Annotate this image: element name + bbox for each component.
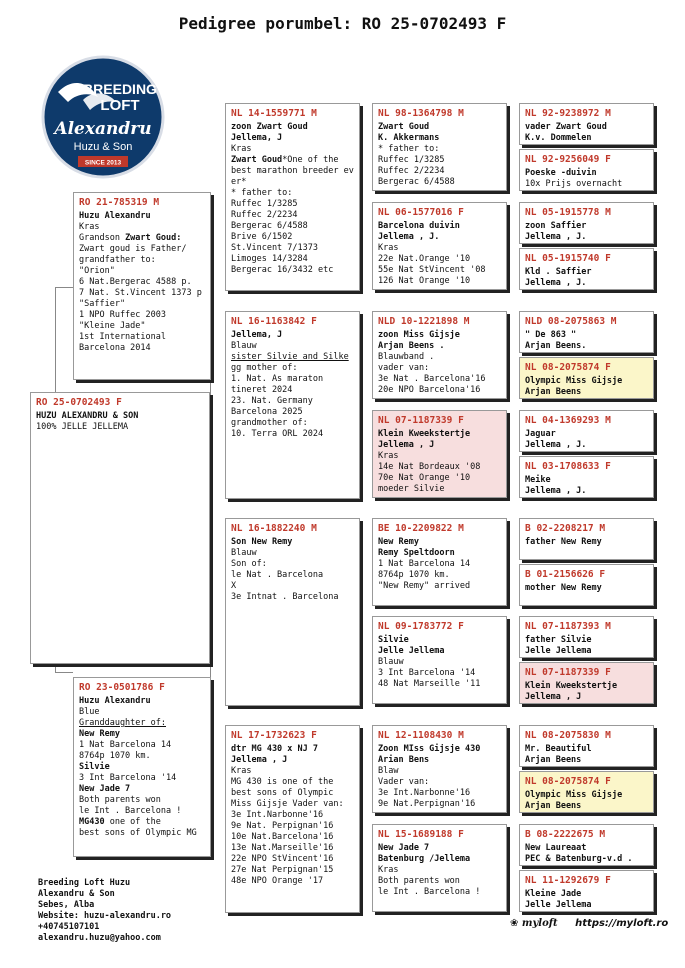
card-line: Jellema , J. xyxy=(525,278,587,288)
card-line: Son New Remy xyxy=(231,537,293,547)
card-line: New Remy xyxy=(378,537,419,547)
card-line: er* xyxy=(231,177,247,187)
card-line: zoon Saffier xyxy=(525,221,587,231)
card-line: 9e Nat.Perpignan'16 xyxy=(378,799,476,809)
card-line: 22e NPO StVincent'16 xyxy=(231,854,334,864)
card-line: Olympic Miss Gijsje xyxy=(525,790,623,800)
card-line: Miss Gijsje Vader van: xyxy=(231,799,344,809)
card-line: Ruffec 1/3285 xyxy=(378,155,445,165)
card-line: Jelle Jellema xyxy=(525,900,592,910)
pedigree-card-gen4 xyxy=(519,357,654,399)
pedigree-card-gen2 xyxy=(225,518,360,706)
card-line: 3 Int Barcelona '14 xyxy=(79,773,177,783)
logo-text-alexandru: Alexandru xyxy=(54,119,152,139)
ring-number: NLD 08-2075863 M xyxy=(525,316,617,327)
card-line: Meike xyxy=(525,475,551,485)
card-line: Huzu Alexandru xyxy=(79,211,151,221)
card-line: 3e Nat . Barcelona'16 xyxy=(378,374,486,384)
card-line: Blauw xyxy=(231,341,257,351)
card-line: Granddaughter of: xyxy=(79,718,166,728)
card-line: Blaw xyxy=(378,766,399,776)
card-line: vader Zwart Goud xyxy=(525,122,607,132)
card-line: "Saffier" xyxy=(79,299,126,309)
card-line: one of the xyxy=(104,817,161,827)
card-line: best marathon breeder ev xyxy=(231,166,354,176)
card-line: Arjan Beens xyxy=(525,387,582,397)
pedigree-card-gen3 xyxy=(372,824,507,912)
connector-line xyxy=(55,287,73,288)
card-line: Bergerac 16/3432 etc xyxy=(231,265,334,275)
card-line: 126 Nat Orange '10 xyxy=(378,276,471,286)
card-line: gg mother of: xyxy=(231,363,298,373)
dove-icon: ❀ xyxy=(510,918,519,929)
card-line-bold: Zwart Goud: xyxy=(125,233,182,243)
card-line: New Jade 7 xyxy=(378,843,430,853)
card-line: Blauwband . xyxy=(378,352,435,362)
card-line: Kras xyxy=(378,243,399,253)
ring-number: NL 92-9238972 M xyxy=(525,108,611,119)
pedigree-card-gen3 xyxy=(372,410,507,498)
card-line: Jellema , J. xyxy=(525,440,587,450)
card-line: New Laureaat xyxy=(525,843,587,853)
logo-text-loft: LOFT xyxy=(100,97,140,114)
card-line: Jellema , J xyxy=(378,440,435,450)
footer-line: Breeding Loft Huzu xyxy=(38,878,131,888)
card-line: 20e NPO Barcelona'16 xyxy=(378,385,481,395)
card-line: *One of the xyxy=(282,155,339,165)
card-line: Arjan Beens xyxy=(525,755,582,765)
card-line-bold: Zwart Goud xyxy=(231,155,283,165)
card-line: "New Remy" arrived xyxy=(378,581,471,591)
ring-number: NL 05-1915740 F xyxy=(525,253,611,264)
card-line: Kld . Saffier xyxy=(525,267,592,277)
card-line: father Silvie xyxy=(525,635,592,645)
card-line: St.Vincent 7/1373 xyxy=(231,243,318,253)
pedigree-card-gen4 xyxy=(519,564,654,606)
pedigree-card-gen4 xyxy=(519,456,654,498)
card-line: Jellema , J. xyxy=(378,232,440,242)
card-line: 13e Nat.Marseille'16 xyxy=(231,843,334,853)
card-line: sister Silvie and Silke xyxy=(231,352,349,362)
card-line: 6 Nat.Bergerac 4588 p. xyxy=(79,277,192,287)
breeding-loft-logo xyxy=(28,52,178,182)
card-line: Silvie xyxy=(79,762,110,772)
card-line: le Int . Barcelona ! xyxy=(79,806,182,816)
ring-number: RO 21-785319 M xyxy=(79,197,160,208)
card-line: Jelle Jellema xyxy=(525,646,592,656)
ring-number: B 01-2156626 F xyxy=(525,569,606,580)
card-line: New Remy xyxy=(79,729,120,739)
pedigree-card-gen4 xyxy=(519,410,654,452)
card-line: K. Akkermans xyxy=(378,133,440,143)
card-line: 8764p 1070 km. xyxy=(79,751,151,761)
card-line: Bergerac 6/4588 xyxy=(378,177,455,187)
card-line: Kras xyxy=(378,451,399,461)
ring-number: NL 98-1364798 M xyxy=(378,108,464,119)
pedigree-card-gen4 xyxy=(519,725,654,767)
card-line: grandfather to: xyxy=(79,255,156,265)
card-line: "Orion" xyxy=(79,266,115,276)
card-line: HUZU ALEXANDRU & SON xyxy=(36,411,139,421)
card-line: 8764p 1070 km. xyxy=(378,570,450,580)
card-line: Silvie xyxy=(378,635,409,645)
pedigree-card-gen4 xyxy=(519,616,654,658)
card-line: best sons of Olympic MG xyxy=(79,828,197,838)
card-line: Ruffec 1/3285 xyxy=(231,199,298,209)
ring-number: NL 11-1292679 F xyxy=(525,875,611,886)
ring-number: NL 03-1708633 F xyxy=(525,461,611,472)
ring-number: NL 08-2075874 F xyxy=(525,776,611,787)
card-line: Zoon MIss Gijsje 430 xyxy=(378,744,481,754)
logo-text-huzu: Huzu & Son xyxy=(73,141,133,153)
ring-number: NL 12-1108430 M xyxy=(378,730,464,741)
page-title: Pedigree porumbel: RO 25-0702493 F xyxy=(178,14,507,33)
card-line: 3e Intnat . Barcelona xyxy=(231,592,339,602)
pedigree-card-gen4 xyxy=(519,824,654,866)
pedigree-card-gen3 xyxy=(372,202,507,290)
card-line: K.v. Dommelen xyxy=(525,133,592,143)
card-line: Batenburg /Jellema xyxy=(378,854,471,864)
ring-number: NL 08-2075874 F xyxy=(525,362,611,373)
card-line: Jellema , J xyxy=(231,755,288,765)
card-line: 10e Nat.Barcelona'16 xyxy=(231,832,334,842)
card-line: 10x Prijs overnacht xyxy=(525,179,623,189)
card-line: 9e Nat. Perpignan'16 xyxy=(231,821,334,831)
ring-number: B 02-2208217 M xyxy=(525,523,606,534)
card-line: Poeske -duivin xyxy=(525,168,597,178)
card-line: zoon Zwart Goud xyxy=(231,122,308,132)
card-line: Jellema , J xyxy=(525,692,582,702)
card-line: " De 863 " xyxy=(525,330,577,340)
card-line: Kras xyxy=(231,144,252,154)
ring-number: NL 92-9256049 F xyxy=(525,154,611,165)
card-line: Son of: xyxy=(231,559,267,569)
pedigree-card-gen3 xyxy=(372,616,507,704)
card-line: 27e Nat Perpignan'15 xyxy=(231,865,334,875)
card-line: le Int . Barcelona ! xyxy=(378,887,481,897)
card-line: dtr MG 430 x NJ 7 xyxy=(231,744,318,754)
myloft-logo-text: myloft xyxy=(521,918,558,929)
card-line: 48e NPO Orange '17 xyxy=(231,876,324,886)
card-line: Jellema , J. xyxy=(525,232,587,242)
pedigree-card-gen3 xyxy=(372,725,507,813)
card-line: Olympic Miss Gijsje xyxy=(525,376,623,386)
card-line: Blauw xyxy=(231,548,257,558)
pedigree-card-sire xyxy=(73,192,211,380)
card-line: 70e Nat Orange '10 xyxy=(378,473,471,483)
card-line: MG 430 is one of the xyxy=(231,777,334,787)
card-line: Klein Kweekstertje xyxy=(378,429,471,439)
card-line: zoon Miss Gijsje xyxy=(378,330,460,340)
card-line: 14e Nat Bordeaux '08 xyxy=(378,462,481,472)
card-line: Blue xyxy=(79,707,100,717)
ring-number: RO 23-0501786 F xyxy=(79,682,165,693)
pedigree-card-gen2 xyxy=(225,725,360,913)
card-line: 7 Nat. St.Vincent 1373 p xyxy=(79,288,202,298)
card-line: le Nat . Barcelona xyxy=(231,570,324,580)
pedigree-card-gen2 xyxy=(225,311,360,499)
card-line: Remy Speltdoorn xyxy=(378,548,455,558)
card-line: PEC & Batenburg-v.d . xyxy=(525,854,633,864)
card-line: grandmother of: xyxy=(231,418,308,428)
pedigree-card-gen4 xyxy=(519,518,654,560)
pedigree-card-gen4 xyxy=(519,662,654,704)
pedigree-card-gen2 xyxy=(225,103,360,291)
card-line: Bergerac 6/4588 xyxy=(231,221,308,231)
card-line: 10. Terra ORL 2024 xyxy=(231,429,324,439)
footer-line: Alexandru & Son xyxy=(38,889,115,899)
pedigree-card-gen4 xyxy=(519,311,654,353)
myloft-brand xyxy=(510,918,668,929)
ring-number: B 08-2222675 M xyxy=(525,829,606,840)
pedigree-card-gen3 xyxy=(372,311,507,399)
card-line: Kras xyxy=(378,865,399,875)
card-line: Arian Bens xyxy=(378,755,430,765)
card-line: Huzu Alexandru xyxy=(79,696,151,706)
card-line: 1. Nat. As maraton xyxy=(231,374,324,384)
card-line: Kleine Jade xyxy=(525,889,582,899)
pedigree-card-subject xyxy=(30,392,210,664)
card-line: Barcelona 2014 xyxy=(79,343,151,353)
card-line: tineret 2024 xyxy=(231,385,293,395)
pedigree-card-dam xyxy=(73,677,211,857)
ring-number: RO 25-0702493 F xyxy=(36,397,122,408)
card-line: * father to: xyxy=(378,144,440,154)
card-line: 55e Nat StVincent '08 xyxy=(378,265,486,275)
pedigree-card-gen4 xyxy=(519,248,654,290)
footer-line: Sebes, Alba xyxy=(38,900,95,910)
card-line: Barcelona 2025 xyxy=(231,407,303,417)
footer-email[interactable]: alexandru.huzu@yahoo.com xyxy=(38,933,161,943)
card-line: Klein Kweekstertje xyxy=(525,681,618,691)
card-line: 23. Nat. Germany xyxy=(231,396,313,406)
footer-website[interactable]: Website: huzu-alexandru.ro xyxy=(38,911,172,921)
card-line: best sons of Olympic xyxy=(231,788,334,798)
logo-text-since: SINCE 2013 xyxy=(84,159,122,167)
card-line: * father to: xyxy=(231,188,293,198)
ring-number: NL 07-1187393 M xyxy=(525,621,611,632)
card-line: Ruffec 2/2234 xyxy=(378,166,445,176)
card-line: Zwart goud is Father/ xyxy=(79,244,187,254)
card-line: 1 NPO Ruffec 2003 xyxy=(79,310,166,320)
card-line: Barcelona duivin xyxy=(378,221,460,231)
card-line: New Jade 7 xyxy=(79,784,131,794)
card-line: Kras xyxy=(79,222,100,232)
ring-number: NL 07-1187339 F xyxy=(525,667,611,678)
ring-number: NL 17-1732623 F xyxy=(231,730,317,741)
card-line: Brive 6/1502 xyxy=(231,232,293,242)
card-line: vader van: xyxy=(378,363,430,373)
ring-number: NL 14-1559771 M xyxy=(231,108,317,119)
ring-number: NL 16-1163842 F xyxy=(231,316,317,327)
card-line: Arjan Beens . xyxy=(378,341,445,351)
ring-number: BE 10-2209822 M xyxy=(378,523,464,534)
card-line: Grandson xyxy=(79,233,126,243)
pedigree-card-gen4 xyxy=(519,103,654,145)
card-line: Jellema, J xyxy=(231,133,283,143)
ring-number: NL 15-1689188 F xyxy=(378,829,464,840)
connector-line xyxy=(55,672,73,673)
ring-number: NL 07-1187339 F xyxy=(378,415,464,426)
logo-text-breeding: BREEDING xyxy=(83,81,157,97)
card-line: Both parents won xyxy=(79,795,161,805)
card-line: Jelle Jellema xyxy=(378,646,445,656)
pedigree-card-gen4 xyxy=(519,202,654,244)
card-line: Jellema, J xyxy=(231,330,283,340)
card-line: Arjan Beens. xyxy=(525,341,587,351)
card-line: Mr. Beautiful xyxy=(525,744,592,754)
ring-number: NL 08-2075830 M xyxy=(525,730,611,741)
card-line: Jaguar xyxy=(525,429,556,439)
card-line: 3e Int.Narbonne'16 xyxy=(231,810,324,820)
pedigree-card-gen4 xyxy=(519,771,654,813)
card-line: Blauw xyxy=(378,657,404,667)
pedigree-card-gen4 xyxy=(519,149,654,191)
myloft-link[interactable]: https://myloft.ro xyxy=(575,918,669,929)
card-line: 1st International xyxy=(79,332,166,342)
ring-number: NL 04-1369293 M xyxy=(525,415,611,426)
card-line: father New Remy xyxy=(525,537,602,547)
footer-phone: +40745107101 xyxy=(38,922,100,932)
card-line: 1 Nat Barcelona 14 xyxy=(79,740,172,750)
ring-number: NL 16-1882240 M xyxy=(231,523,317,534)
connector-line xyxy=(55,287,56,393)
card-line: 1 Nat Barcelona 14 xyxy=(378,559,471,569)
card-line: 3e Int.Narbonne'16 xyxy=(378,788,471,798)
card-line: Jellema , J. xyxy=(525,486,587,496)
ring-number: NL 06-1577016 F xyxy=(378,207,464,218)
card-line: Zwart Goud xyxy=(378,122,430,132)
card-line: mother New Remy xyxy=(525,583,602,593)
pedigree-card-gen3 xyxy=(372,103,507,191)
card-line: "Kleine Jade" xyxy=(79,321,146,331)
card-line: 22e Nat.Orange '10 xyxy=(378,254,471,264)
pedigree-card-gen3 xyxy=(372,518,507,606)
ring-number: NL 05-1915778 M xyxy=(525,207,611,218)
card-line: Both parents won xyxy=(378,876,460,886)
card-line: Arjan Beens xyxy=(525,801,582,811)
card-line: Vader van: xyxy=(378,777,430,787)
card-line: Limoges 14/3284 xyxy=(231,254,308,264)
card-line: 3 Int Barcelona '14 xyxy=(378,668,476,678)
card-line: 48 Nat Marseille '11 xyxy=(378,679,481,689)
card-line: moeder Silvie xyxy=(378,484,445,494)
contact-footer xyxy=(38,878,171,944)
pedigree-card-gen4 xyxy=(519,870,654,912)
card-line-bold: MG430 xyxy=(79,817,105,827)
card-line: 100% JELLE JELLEMA xyxy=(36,422,129,432)
card-line: Ruffec 2/2234 xyxy=(231,210,298,220)
card-line: X xyxy=(231,581,237,591)
card-line: Kras xyxy=(231,766,252,776)
ring-number: NLD 10-1221898 M xyxy=(378,316,470,327)
ring-number: NL 09-1783772 F xyxy=(378,621,464,632)
